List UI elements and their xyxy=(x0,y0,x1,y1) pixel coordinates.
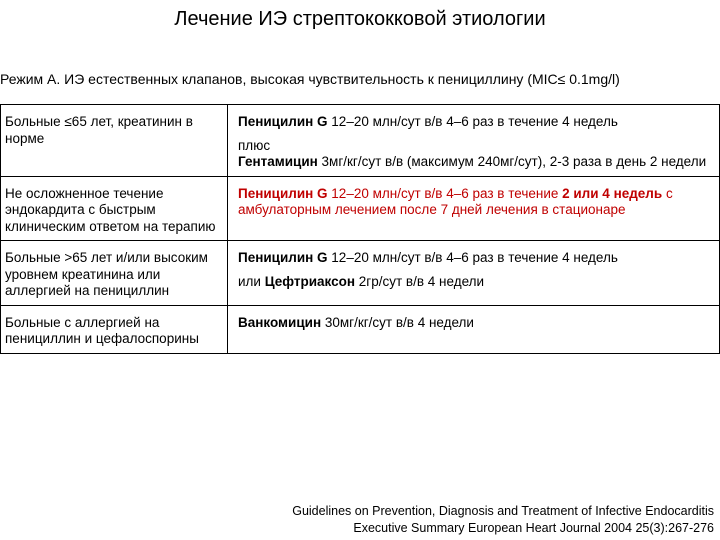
drug-name: Гентамицин xyxy=(238,154,318,169)
table-row xyxy=(1,105,720,177)
drug-name: Пеницилин G xyxy=(238,250,328,265)
treatment-cell xyxy=(228,305,720,353)
dosage-text: 12–20 млн/сут в/в 4–6 раз в течение xyxy=(327,185,563,201)
dosage-text: 12–20 млн/сут в/в 4–6 раз в течение 4 недель xyxy=(327,114,618,129)
note-text: с амбулаторным лечением после 7 дней лечения в стационаре xyxy=(238,185,673,217)
page-title: Лечение ИЭ стрептококковой этиологии xyxy=(174,8,546,30)
regimen-subtitle: Режим А. ИЭ естественных клапанов, высокая чувствительность к пенициллину (MIC≤ 0.1mg/l) xyxy=(0,71,620,87)
patient-condition-cell: Больные с аллергией на пенициллин и цефалоспорины xyxy=(1,305,228,353)
dosage-text: 3мг/кг/сут в/в (максимум 240мг/сут), 2-3 раза в день 2 недели xyxy=(317,154,707,169)
treatment-cell xyxy=(228,241,720,306)
drug-name: Пеницилин G xyxy=(238,114,328,129)
table-row xyxy=(1,305,720,353)
dosage-text: 12–20 млн/сут в/в 4–6 раз в течение 4 недель xyxy=(327,250,618,265)
dosage-text: 30мг/кг/сут в/в 4 недели xyxy=(321,314,474,330)
citation xyxy=(292,503,714,537)
patient-condition-cell: Больные ≤65 лет, креатинин в норме xyxy=(1,105,228,177)
treatment-table xyxy=(0,104,720,354)
citation-line: Executive Summary European Heart Journal 2004 25(3):267-276 xyxy=(353,521,714,535)
dosage-text: 2гр/сут в/в 4 недели xyxy=(355,273,485,289)
duration-text: 2 или 4 недель xyxy=(562,185,663,201)
table-row xyxy=(1,241,720,306)
connector-text: или xyxy=(238,273,265,289)
drug-name: Цефтриаксон xyxy=(264,273,356,289)
drug-name: Пеницилин G xyxy=(238,185,328,201)
treatment-cell xyxy=(228,176,720,241)
table-row xyxy=(1,176,720,241)
patient-condition-cell: Больные >65 лет и/или высоким уровнем креатинина или аллергией на пенициллин xyxy=(1,241,228,306)
treatment-cell xyxy=(228,105,720,177)
connector-text: плюс xyxy=(238,137,271,153)
citation-line: Guidelines on Prevention, Diagnosis and Treatment of Infective Endocarditis xyxy=(292,504,714,518)
drug-name: Ванкомицин xyxy=(238,314,322,330)
patient-condition-cell: Не осложненное течение эндокардита с быстрым клиническим ответом на терапию xyxy=(1,176,228,241)
